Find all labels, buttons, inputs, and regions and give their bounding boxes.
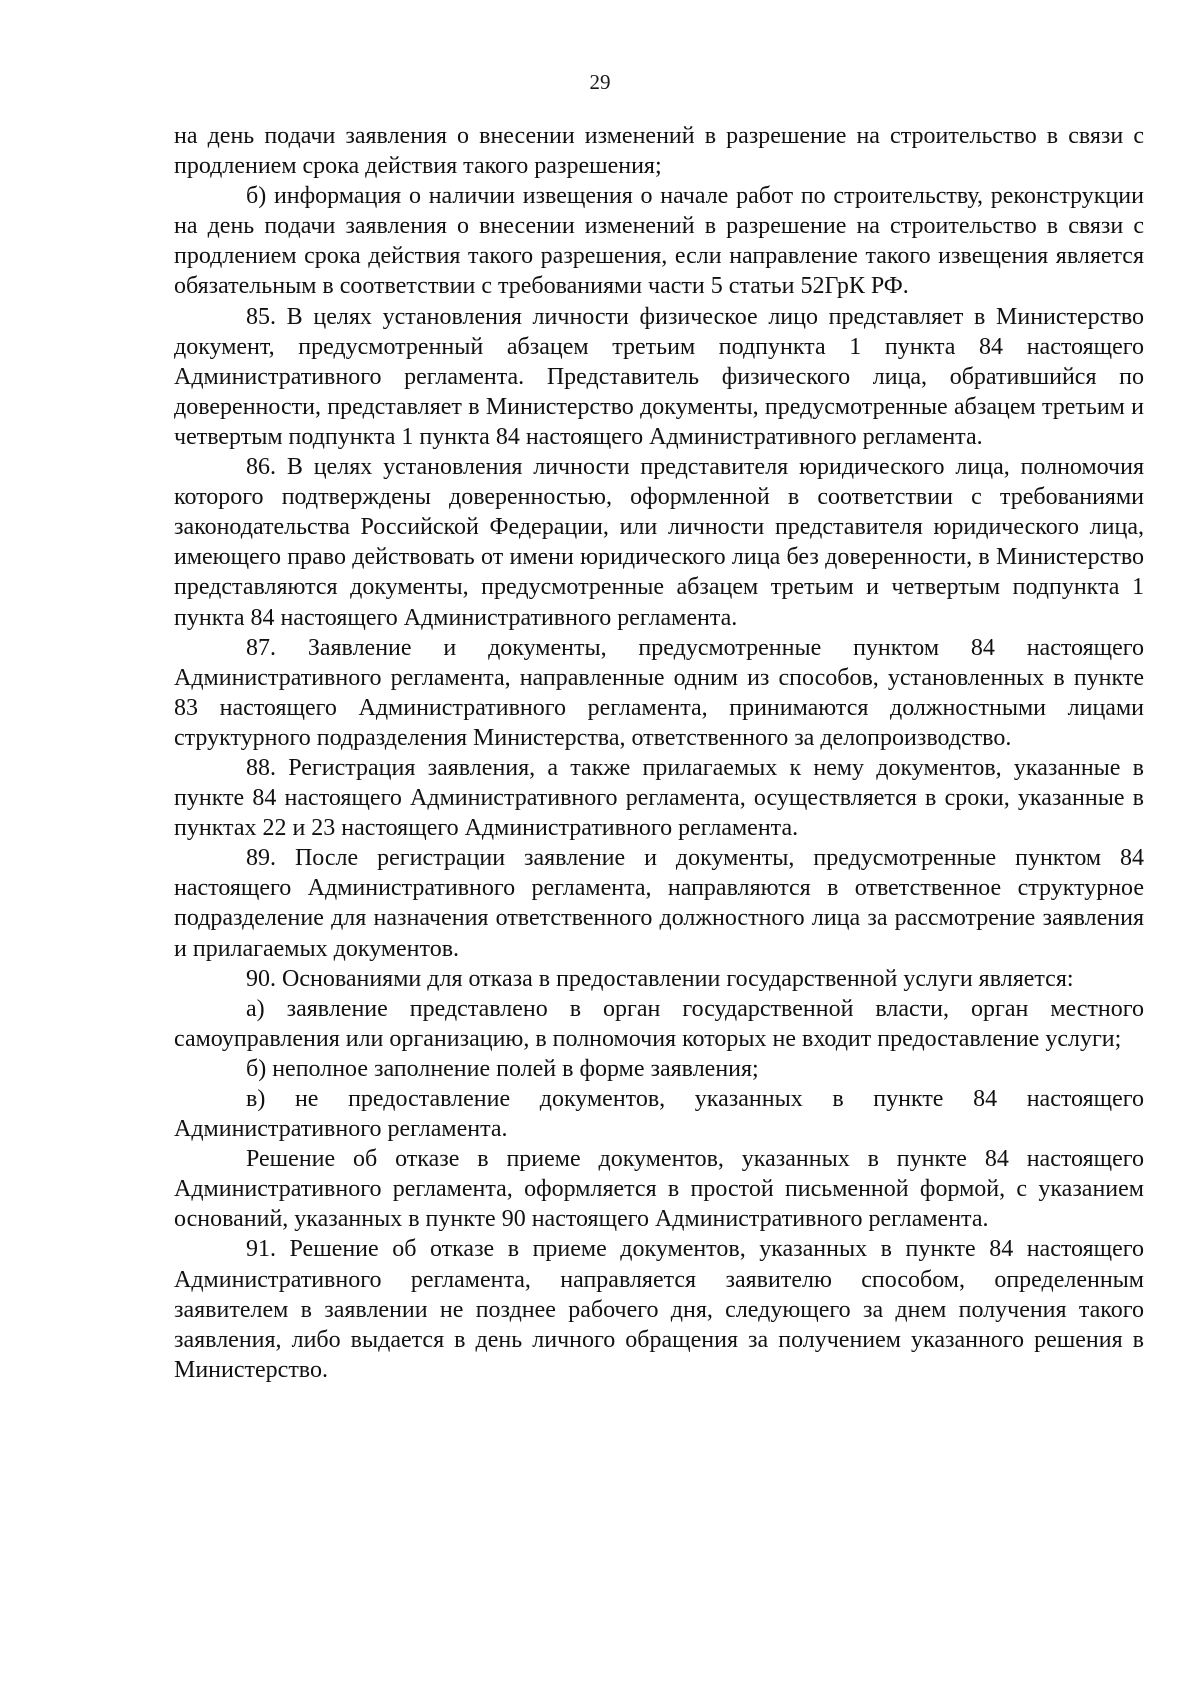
paragraph: а) заявление представлено в орган государственной власти, орган местного самоуправления или организацию, в полномочия которых не входит предоставление услуги; bbox=[174, 995, 1144, 1052]
paragraph: 88. Регистрация заявления, а также прилагаемых к нему документов, указанные в пункте 84 настоящего Административного регламента, осуществляется в сроки, указанные в пунктах 22 и 23 настоящего Административного регламента. bbox=[174, 754, 1144, 842]
paragraph: 87. Заявление и документы, предусмотренные пунктом 84 настоящего Административного регламента, направленные одним из способов, установленных в пункте 83 настоящего Административного регламента, принимаются должностными лицами структурного подразделения Министерства, ответственного за делопроизводство. bbox=[174, 634, 1144, 751]
paragraph: 89. После регистрации заявление и документы, предусмотренные пунктом 84 настоящего Административного регламента, направляются в ответственное структурное подразделение для назначения ответственного должностного лица за рассмотрение заявления и прилагаемых документов. bbox=[174, 845, 1144, 962]
paragraph: 91. Решение об отказе в приеме документов, указанных в пункте 84 настоящего Административного регламента, направляется заявителю способом, определенным заявителем в заявлении не позднее рабочего дня, следующего за днем получения такого заявления, либо выдается в день личного обращения за получением указанного решения в Министерство. bbox=[174, 1236, 1144, 1383]
paragraph: Решение об отказе в приеме документов, указанных в пункте 84 настоящего Административного регламента, оформляется в простой письменной формой, с указанием оснований, указанных в пункте 90 настоящего Административного регламента. bbox=[174, 1146, 1144, 1233]
paragraph: б) информация о наличии извещения о начале работ по строительству, реконструкции на день подачи заявления о внесении изменений в разрешение на строительство в связи с продлением срока действия такого разрешения, если направление такого извещения является обязательным в соответствии с требованиями части 5 статьи 52ГрК РФ. bbox=[174, 183, 1144, 300]
paragraph: 90. Основаниями для отказа в предоставлении государственной услуги является: bbox=[246, 965, 1074, 992]
paragraph: б) неполное заполнение полей в форме заявления; bbox=[246, 1055, 759, 1082]
paragraph: 86. В целях установления личности представителя юридического лица, полномочия которого подтверждены доверенностью, оформленной в соответствии с требованиями законодательства Российской Федерации, или личности представителя юридического лица, имеющего право действовать от имени юридического лица без доверенности, в Министерство представляются документы, предусмотренные абзацем третьим и четвертым подпункта 1 пункта 84 настоящего Административного регламента. bbox=[174, 454, 1144, 631]
page-number: 29 bbox=[589, 70, 611, 94]
document-body bbox=[174, 121, 1144, 1385]
paragraph: 85. В целях установления личности физическое лицо представляет в Министерство документ, предусмотренный абзацем третьим подпункта 1 пункта 84 настоящего Административного регламента. Представитель физического лица, обратившийся по доверенности, представляет в Министерство документы, предусмотренные абзацем третьим и четвертым подпункта 1 пункта 84 настоящего Административного регламента. bbox=[174, 303, 1144, 450]
paragraph: на день подачи заявления о внесении изменений в разрешение на строительство в связи с продлением срока действия такого разрешения; bbox=[174, 123, 1144, 180]
paragraph: в) не предоставление документов, указанных в пункте 84 настоящего Административного регламента. bbox=[174, 1086, 1144, 1143]
